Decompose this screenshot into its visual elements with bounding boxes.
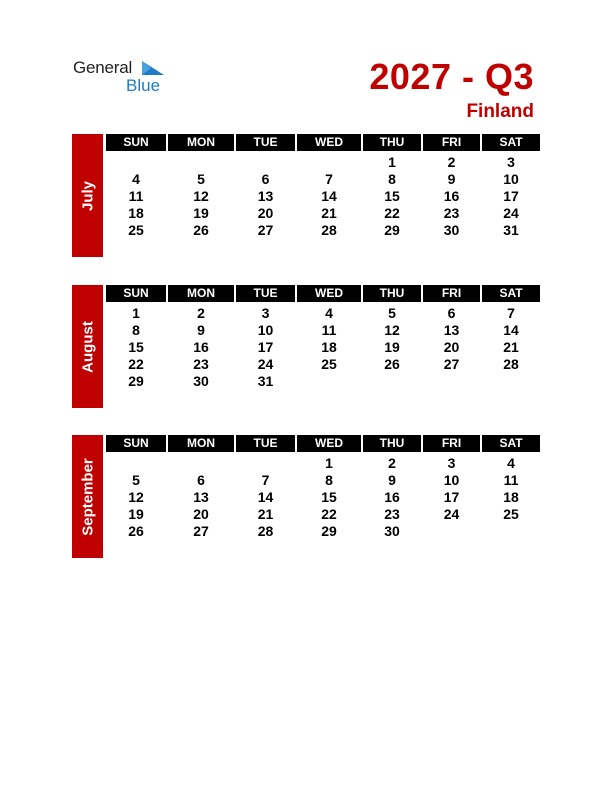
- week-row: [106, 205, 540, 222]
- day-cell: 13: [257, 188, 274, 204]
- weekday-sun: SUN: [106, 435, 166, 452]
- weekday-thu: THU: [363, 134, 421, 151]
- month-name: July: [79, 180, 96, 211]
- day-cell: 31: [257, 373, 274, 389]
- week-row: [106, 171, 540, 188]
- day-cell: 18: [321, 339, 337, 355]
- day-cell: [168, 455, 234, 472]
- day-cell: 16: [443, 188, 460, 204]
- day-cell: [482, 523, 540, 540]
- day-cell: 10: [503, 171, 519, 187]
- weekday-sun: SUN: [106, 134, 166, 151]
- day-cell: 3: [507, 154, 515, 170]
- weekday-sat: SAT: [482, 134, 540, 151]
- day-cell: 28: [503, 356, 519, 372]
- day-cell: 3: [447, 455, 456, 471]
- day-cell: 1: [132, 305, 140, 321]
- day-cell: 24: [443, 506, 460, 522]
- day-cell: 27: [257, 222, 274, 238]
- day-cell: 2: [388, 455, 396, 471]
- weekday-wed: WED: [297, 435, 361, 452]
- week-row: [106, 339, 540, 356]
- day-grid: [106, 154, 540, 239]
- day-cell: 13: [443, 322, 460, 338]
- weekday-header: [106, 435, 540, 452]
- month-name: August: [79, 320, 96, 373]
- day-cell: 23: [193, 356, 209, 372]
- day-cell: 15: [384, 188, 400, 204]
- week-row: [106, 489, 540, 506]
- day-cell: 25: [128, 222, 144, 238]
- day-cell: 28: [321, 222, 337, 238]
- day-cell: 9: [447, 171, 456, 187]
- day-cell: 6: [197, 472, 205, 488]
- day-cell: 11: [128, 188, 144, 204]
- day-cell: 25: [321, 356, 337, 372]
- day-cell: [106, 455, 166, 472]
- day-cell: 6: [261, 171, 270, 187]
- month-block-september: [72, 435, 540, 558]
- page-title: 2027 - Q3: [369, 56, 534, 97]
- day-grid: [106, 305, 540, 390]
- day-cell: 13: [193, 489, 209, 505]
- country-name: Finland: [466, 101, 534, 122]
- day-cell: 4: [507, 455, 515, 471]
- day-cell: 9: [197, 322, 205, 338]
- month-label-bar: [72, 285, 103, 408]
- day-cell: 12: [128, 489, 144, 505]
- logo-word-blue: Blue: [126, 76, 161, 95]
- day-cell: 24: [503, 205, 519, 221]
- day-cell: 22: [321, 506, 337, 522]
- day-cell: 23: [443, 205, 460, 221]
- day-cell: 19: [384, 339, 400, 355]
- week-row: [106, 188, 540, 205]
- day-cell: 1: [388, 154, 396, 170]
- day-cell: [297, 373, 361, 390]
- day-cell: 17: [443, 489, 460, 505]
- day-cell: 20: [443, 339, 460, 355]
- day-cell: 29: [128, 373, 144, 389]
- weekday-mon: MON: [168, 435, 234, 452]
- weekday-tue: TUE: [236, 435, 295, 452]
- weekday-header: [106, 134, 540, 151]
- day-cell: [236, 154, 295, 171]
- week-row: [106, 222, 540, 239]
- day-cell: [297, 154, 361, 171]
- day-cell: 6: [447, 305, 456, 321]
- day-cell: 22: [384, 205, 400, 221]
- month-label-bar: [72, 134, 103, 257]
- day-cell: [236, 455, 295, 472]
- day-cell: 7: [261, 472, 270, 488]
- day-grid: [106, 455, 540, 540]
- day-cell: 14: [503, 322, 519, 338]
- weekday-fri: FRI: [423, 435, 480, 452]
- week-row: [106, 356, 540, 373]
- weekday-sat: SAT: [482, 435, 540, 452]
- day-cell: 14: [321, 188, 337, 204]
- day-cell: 15: [321, 489, 337, 505]
- day-cell: 12: [384, 322, 400, 338]
- day-cell: 8: [388, 171, 396, 187]
- month-name: September: [79, 457, 96, 536]
- week-row: [106, 455, 540, 472]
- logo-word-general: General: [73, 58, 133, 77]
- day-cell: [168, 154, 234, 171]
- weekday-tue: TUE: [236, 285, 295, 302]
- day-cell: [363, 373, 421, 390]
- day-cell: 19: [193, 205, 209, 221]
- day-cell: 29: [321, 523, 337, 539]
- day-cell: 30: [193, 373, 209, 389]
- weekday-sat: SAT: [482, 285, 540, 302]
- day-cell: 27: [443, 356, 460, 372]
- general-blue-logo: [73, 58, 173, 98]
- day-cell: 5: [388, 305, 396, 321]
- day-cell: [482, 373, 540, 390]
- day-cell: 28: [257, 523, 274, 539]
- day-cell: 3: [261, 305, 270, 321]
- month-label-bar: [72, 435, 103, 558]
- day-cell: 21: [503, 339, 519, 355]
- day-cell: 17: [503, 188, 519, 204]
- week-row: [106, 523, 540, 540]
- day-cell: 7: [325, 171, 333, 187]
- week-row: [106, 472, 540, 489]
- day-cell: 21: [257, 506, 274, 522]
- weekday-tue: TUE: [236, 134, 295, 151]
- day-cell: 8: [325, 472, 333, 488]
- week-row: [106, 154, 540, 171]
- day-cell: 2: [447, 154, 456, 170]
- day-cell: 29: [384, 222, 400, 238]
- day-cell: 30: [443, 222, 460, 238]
- day-cell: 24: [257, 356, 274, 372]
- week-row: [106, 373, 540, 390]
- day-cell: 22: [128, 356, 144, 372]
- weekday-thu: THU: [363, 285, 421, 302]
- day-cell: 1: [325, 455, 333, 471]
- month-block-july: [72, 134, 540, 257]
- weekday-thu: THU: [363, 435, 421, 452]
- day-cell: 4: [325, 305, 333, 321]
- weekday-fri: FRI: [423, 134, 480, 151]
- day-cell: 30: [384, 523, 400, 539]
- day-cell: 11: [321, 322, 337, 338]
- weekday-fri: FRI: [423, 285, 480, 302]
- weekday-wed: WED: [297, 134, 361, 151]
- logo-flag-icon: [142, 61, 164, 77]
- day-cell: 9: [388, 472, 396, 488]
- weekday-header: [106, 285, 540, 302]
- day-cell: 27: [193, 523, 209, 539]
- weekday-mon: MON: [168, 134, 234, 151]
- day-cell: 18: [503, 489, 519, 505]
- day-cell: 4: [132, 171, 140, 187]
- day-cell: 16: [384, 489, 400, 505]
- day-cell: [423, 523, 480, 540]
- day-cell: 7: [507, 305, 515, 321]
- week-row: [106, 322, 540, 339]
- day-cell: 5: [132, 472, 140, 488]
- day-cell: 21: [321, 205, 337, 221]
- weekday-wed: WED: [297, 285, 361, 302]
- day-cell: 31: [503, 222, 519, 238]
- day-cell: [106, 154, 166, 171]
- day-cell: 5: [197, 171, 205, 187]
- weekday-sun: SUN: [106, 285, 166, 302]
- day-cell: 16: [193, 339, 209, 355]
- day-cell: 12: [193, 188, 209, 204]
- day-cell: 8: [132, 322, 140, 338]
- day-cell: 11: [503, 472, 519, 488]
- day-cell: 20: [193, 506, 209, 522]
- day-cell: 26: [128, 523, 144, 539]
- day-cell: 19: [128, 506, 144, 522]
- day-cell: 26: [193, 222, 209, 238]
- week-row: [106, 506, 540, 523]
- day-cell: [423, 373, 480, 390]
- day-cell: 25: [503, 506, 519, 522]
- month-block-august: [72, 285, 540, 408]
- day-cell: 26: [384, 356, 400, 372]
- day-cell: 23: [384, 506, 400, 522]
- week-row: [106, 305, 540, 322]
- day-cell: 14: [257, 489, 274, 505]
- day-cell: 15: [128, 339, 144, 355]
- day-cell: 10: [257, 322, 274, 338]
- day-cell: 20: [257, 205, 274, 221]
- weekday-mon: MON: [168, 285, 234, 302]
- day-cell: 17: [257, 339, 274, 355]
- day-cell: 18: [128, 205, 144, 221]
- day-cell: 10: [443, 472, 460, 488]
- day-cell: 2: [197, 305, 205, 321]
